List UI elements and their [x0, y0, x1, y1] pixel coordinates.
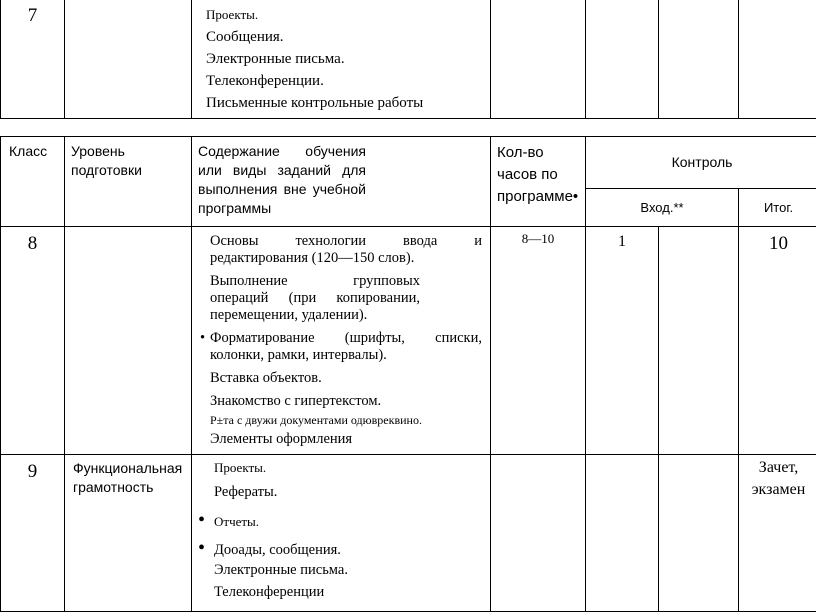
empty-cell — [659, 0, 739, 119]
level-cell — [65, 227, 192, 455]
list-item-text: Электронные письма. — [214, 562, 348, 578]
header-hours — [491, 137, 586, 227]
empty-cell — [659, 227, 739, 455]
final-cell — [739, 227, 816, 455]
header-level-label: Уровень подготовки — [71, 142, 151, 180]
header-entry-label: Вход.** — [640, 200, 683, 215]
list-item — [210, 370, 482, 387]
table-header-row — [1, 137, 816, 189]
list-item-text: Рефераты. — [214, 484, 277, 500]
list-item-text: Элементы оформления — [210, 431, 352, 447]
final-value: Зачет, экзамен — [749, 457, 809, 501]
list-item — [214, 459, 484, 477]
header-control-label: Контроль — [672, 154, 733, 170]
list-item-text: Вставка объектов. — [210, 370, 322, 386]
list-item — [210, 431, 482, 448]
table-row — [1, 0, 816, 119]
class-number: 7 — [28, 5, 38, 26]
list-item-text: Отчеты. — [214, 514, 259, 529]
content-cell — [192, 227, 491, 455]
list-item — [214, 541, 484, 559]
list-item-text: Форматирование (шрифты, списки, колонки, рамки, интервалы). — [210, 330, 482, 363]
hours-cell — [491, 0, 586, 119]
header-entry — [586, 189, 739, 227]
hours-cell — [491, 227, 586, 455]
header-class-label: Класс — [9, 143, 47, 159]
list-item: Письменные контрольные работы — [206, 92, 490, 114]
table-row — [1, 455, 816, 612]
list-item — [214, 483, 484, 501]
list-item-text: Основы технологии ввода и редактирования (120—150 слов). — [210, 233, 482, 266]
header-final-label: Итог. — [764, 200, 793, 215]
list-item — [210, 330, 482, 364]
level-cell — [65, 0, 192, 119]
table-continuation — [0, 0, 816, 119]
list-item-text: Знакомство с гипертекстом. — [210, 393, 381, 409]
hours-cell — [491, 455, 586, 612]
list-item — [210, 412, 482, 429]
list-item: Электронные письма. — [206, 48, 490, 70]
list-item — [210, 273, 420, 324]
list-item-text: Выполнение групповых операций (при копировании, перемещении, удалении). — [210, 273, 420, 323]
content-cell — [192, 0, 491, 119]
empty-cell — [739, 0, 816, 119]
list-item-text: Дооады, сообщения. — [214, 542, 341, 558]
list-item-text: Телеконференции — [214, 584, 324, 600]
empty-cell — [659, 455, 739, 612]
list-item-text: Проекты. — [214, 460, 266, 475]
entry-cell — [586, 227, 659, 455]
empty-cell — [586, 0, 659, 119]
header-class — [1, 137, 65, 227]
header-content-label: Содержание обучения или виды заданий для выполнения вне учебной программы — [198, 142, 366, 218]
level-cell — [65, 455, 192, 612]
curriculum-table — [0, 136, 816, 612]
header-control — [586, 137, 816, 189]
list-item: Проекты. — [206, 4, 490, 26]
class-number: 9 — [28, 461, 38, 482]
list-item — [214, 583, 484, 601]
content-cell — [192, 455, 491, 612]
list-item: Телеконференции. — [206, 70, 490, 92]
empty-cell — [586, 455, 659, 612]
class-number-cell — [1, 0, 65, 119]
list-item-text: Р±та с двужи документами одювреквино. — [210, 413, 422, 427]
level-value: Функциональная грамотность — [73, 460, 182, 495]
list-item — [214, 513, 484, 531]
header-level — [65, 137, 192, 227]
final-cell — [739, 455, 816, 612]
list-item: Сообщения. — [206, 26, 490, 48]
list-item — [210, 393, 482, 410]
header-hours-label: Кол-во часов по программе• — [497, 142, 579, 208]
table-row — [1, 227, 816, 455]
class-number: 8 — [28, 233, 38, 254]
hours-value: 8—10 — [522, 231, 555, 246]
final-value: 10 — [769, 233, 788, 254]
header-content — [192, 137, 491, 227]
entry-value: 1 — [618, 233, 626, 250]
class-number-cell — [1, 227, 65, 455]
class-number-cell — [1, 455, 65, 612]
list-item — [214, 561, 484, 579]
header-final — [739, 189, 816, 227]
list-item — [210, 233, 482, 267]
